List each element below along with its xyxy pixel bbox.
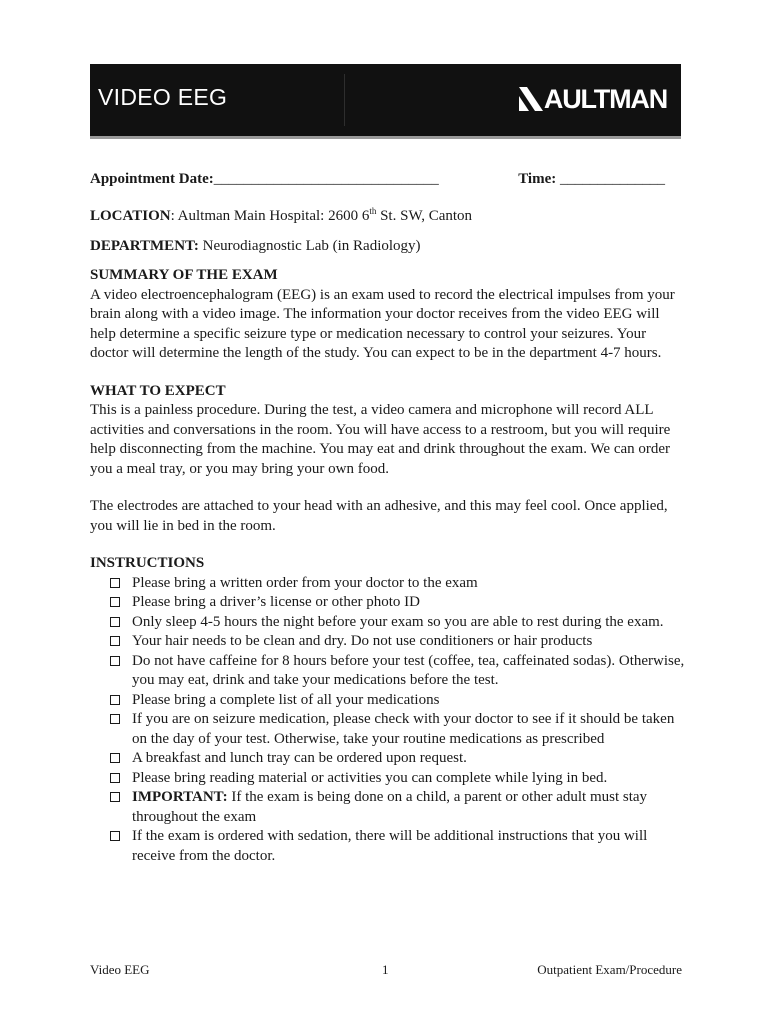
appointment-row [90,170,685,190]
department-label: DEPARTMENT: [90,237,199,254]
checklist-item [110,613,685,633]
checklist-item-text [132,769,685,789]
checklist-item-text [132,827,685,866]
appointment-time-label: Time: [518,171,557,187]
location-value: : Aultman Main Hospital: 2600 6 [170,208,370,224]
document-title: VIDEO EEG [98,84,228,110]
header-divider [344,74,345,126]
summary-heading: SUMMARY OF THE EXAM [90,267,278,283]
appointment-date-blank: ______________________________ [213,171,439,187]
location-label: LOCATION [90,208,171,224]
aultman-logo [519,83,667,115]
location-line [90,202,685,227]
checklist-item-label: If you are on seizure medication, please check with your doctor to see if it should be taken on the day of your test. Otherwise, take your routine medications as prescribed [132,711,675,747]
checklist-item-label: A breakfast and lunch tray can be ordered upon request. [132,750,467,766]
checklist-item-bold: IMPORTANT: [132,789,228,805]
checklist-item-label: If the exam is being done on a child, a parent or other adult must stay throughout the exam [132,789,648,825]
checklist-item-text [132,632,685,652]
checkbox-icon[interactable] [110,656,120,666]
checkbox-icon[interactable] [110,792,120,802]
checkbox-icon[interactable] [110,753,120,763]
checklist-item-text [132,788,685,827]
department-value: Neurodiagnostic Lab (in Radiology) [198,237,421,254]
checklist-item-label: Your hair needs to be clean and dry. Do not use conditioners or hair products [132,633,593,649]
checklist-item-label: Please bring a complete list of all your medications [132,691,440,708]
checklist-item-label: Please bring a driver’s license or other photo ID [132,594,420,610]
checkbox-icon[interactable] [110,636,120,646]
checklist-item [110,691,685,711]
checklist-item-label: Please bring a written order from your doctor to the exam [132,574,478,591]
expect-text-2: The electrodes are attached to your head with an adhesive, and this may feel cool. Once applied, you will lie in bed in the room. [90,498,668,534]
location-superscript: th [369,206,377,216]
checklist-item [110,788,685,827]
document-body [90,170,685,866]
checklist-item-text [132,749,685,769]
checklist-item-text [132,574,685,594]
instructions-heading: INSTRUCTIONS [90,555,205,571]
expect-heading: WHAT TO EXPECT [90,382,226,399]
appointment-date-label: Appointment Date: [90,171,214,187]
expect-text-1: This is a painless procedure. During the test, a video camera and microphone will record ALL activities and conversations in the room. You will have access to a restroom, but you will require help disconnecting from the machine. You may eat and drink throughout the exam. We can order you a meal tray, or you may bring your own food. [90,402,671,477]
checklist-item [110,593,685,613]
checklist-item [110,827,685,866]
checklist-item [110,769,685,789]
footer-right: Outpatient Exam/Procedure [537,962,682,977]
checklist-item [110,574,685,594]
checklist-item-text [132,691,685,711]
checkbox-icon[interactable] [110,597,120,607]
appointment-date [90,170,439,190]
summary-text: A video electroencephalogram (EEG) is an exam used to record the electrical impulses from your brain along with a video image. The information your doctor receives from the video EEG will help determine a specific seizure type or medication necessary to control your seizures. Your doctor will determine the length of the study. You can expect to be in the department 4-7 hours. [90,286,675,361]
checkbox-icon[interactable] [110,617,120,627]
checkbox-icon[interactable] [110,831,120,841]
checklist-item-label: Do not have caffeine for 8 hours before your test (coffee, tea, caffeinated sodas). Otherwise, you may eat, drink and take your medications before the test. [132,652,685,688]
checklist-item [110,710,685,749]
checklist-item-label: Only sleep 4-5 hours the night before your exam so you are able to rest during the exam. [132,613,664,630]
checklist-item-label: If the exam is ordered with sedation, there will be additional instructions that you will receive from the doctor. [132,828,648,864]
checklist-item [110,749,685,769]
checklist-item [110,632,685,652]
location-value-end: St. SW, Canton [376,208,473,224]
logo-text: AULTMAN [543,84,667,114]
page-number: 1 [382,962,389,977]
checklist-item-text [132,613,685,633]
header-bar [90,64,681,136]
checklist-item [110,652,685,691]
checklist-item-text [132,652,685,691]
checklist-item-text [132,593,685,613]
checkbox-icon[interactable] [110,695,120,705]
appointment-time-blank: ______________ [560,171,665,187]
appointment-time [518,170,665,190]
checkbox-icon[interactable] [110,773,120,783]
aultman-logo-icon [519,87,543,111]
footer-left: Video EEG [90,962,150,977]
checklist-item-text [132,710,685,749]
page-footer [90,962,682,978]
checklist-item-label: Please bring reading material or activities you can complete while lying in bed. [132,769,608,786]
instructions-checklist [90,574,685,867]
department-line [90,237,685,257]
checkbox-icon[interactable] [110,578,120,588]
header-underline [90,136,681,139]
checkbox-icon[interactable] [110,714,120,724]
